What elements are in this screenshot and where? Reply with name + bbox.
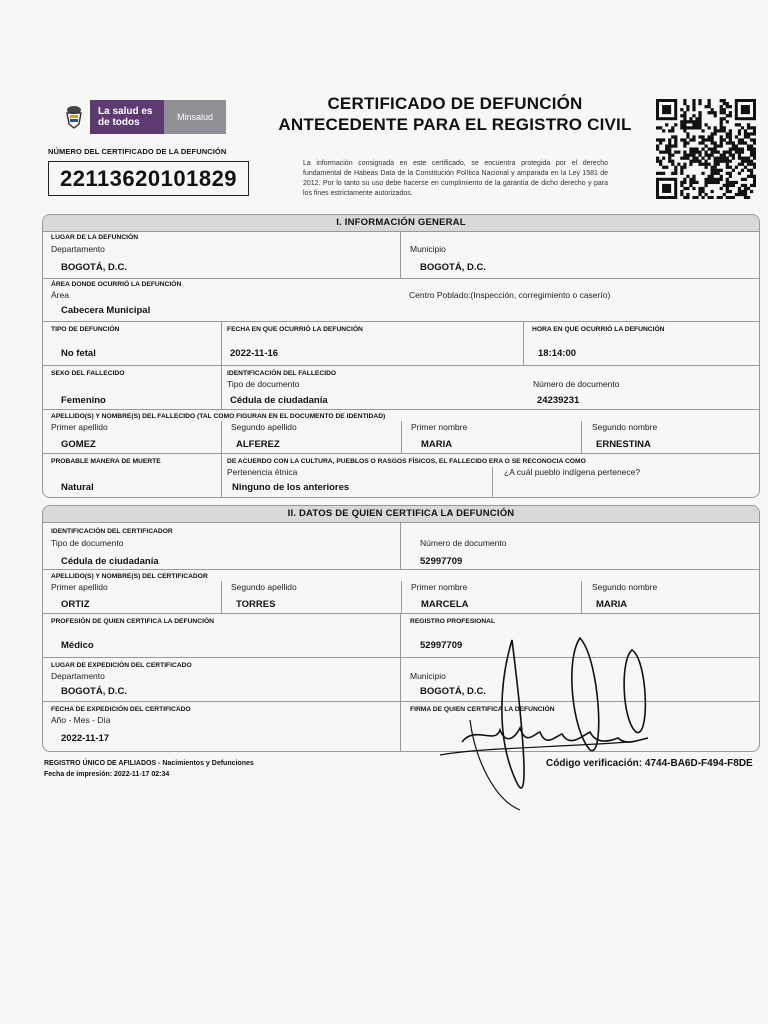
field-label: Primer nombre <box>411 422 468 432</box>
field-label: FECHA DE EXPEDICIÓN DEL CERTIFICADO <box>51 706 191 713</box>
logo-brand: Minsalud <box>164 100 226 134</box>
cert-primer-apellido-value: ORTIZ <box>61 599 90 610</box>
field-label: Primer nombre <box>411 582 468 592</box>
field-label: PROFESIÓN DE QUIEN CERTIFICA LA DEFUNCIÓN <box>51 618 214 625</box>
footer-print-date: Fecha de impresión: 2022-11-17 02:34 <box>44 771 170 778</box>
field-label: REGISTRO PROFESIONAL <box>410 618 496 625</box>
segundo-apellido-value: ALFEREZ <box>236 439 280 450</box>
field-label: Departamento <box>51 671 105 681</box>
field-label: DE ACUERDO CON LA CULTURA, PUEBLOS O RASGOS FÍSICOS, EL FALLECIDO ERA O SE RECONOCIA COMO <box>227 458 586 465</box>
fecha-value: 2022-11-16 <box>230 348 279 359</box>
privacy-notice: La información consignada en este certificado, se encuentra protegida por el derecho fundamental de Habeas Data de la Constitución Política Nacional y amparada en la Ley 1581 de 2012. Por lo tanto su uso debe hacerse en cumplimiento de la garantía de dicho derecho y para los fines estrictamente autorizados. <box>303 160 608 197</box>
municipio-value: BOGOTÁ, D.C. <box>420 262 486 273</box>
minsalud-logo <box>58 100 226 134</box>
cert-segundo-apellido-value: TORRES <box>236 599 276 610</box>
field-label: Primer apellido <box>51 582 108 592</box>
tipo-doc-value: Cédula de ciudadanía <box>230 395 328 406</box>
primer-nombre-value: MARIA <box>421 439 453 450</box>
field-label: Departamento <box>51 244 105 254</box>
field-label: Segundo nombre <box>592 422 658 432</box>
field-label: Pertenencia étnica <box>227 467 298 477</box>
field-label: LUGAR DE LA DEFUNCIÓN <box>51 234 139 241</box>
field-label: FIRMA DE QUIEN CERTIFICA LA DEFUNCIÓN <box>410 706 555 713</box>
row-nombres <box>43 409 759 453</box>
section-title: II. DATOS DE QUIEN CERTIFICA LA DEFUNCIÓN <box>43 506 759 523</box>
row-area <box>43 278 759 321</box>
cert-number: 22113620101829 <box>48 161 249 196</box>
field-label: Tipo de documento <box>227 379 300 389</box>
field-label: Área <box>51 290 69 300</box>
field-label: SEXO DEL FALLECIDO <box>51 370 125 377</box>
field-label: Número de documento <box>533 379 620 389</box>
divider <box>492 467 493 498</box>
row-tipo-fecha-hora <box>43 321 759 365</box>
field-label: Municipio <box>410 671 446 681</box>
fecha-exp-value: 2022-11-17 <box>61 733 110 744</box>
field-label: TIPO DE DEFUNCIÓN <box>51 326 120 333</box>
field-label: APELLIDO(S) Y NOMBRE(S) DEL FALLECIDO (TAL COMO FIGURAN EN EL DOCUMENTO DE IDENTIDAD) <box>51 413 386 420</box>
row-lugar <box>43 231 759 278</box>
row-lugar-exp <box>43 657 759 701</box>
verification-code: Código verificación: 4744-BA6D-F494-F8DE <box>546 758 753 769</box>
colombia-crest-icon <box>58 100 90 134</box>
field-label: APELLIDO(S) Y NOMBRE(S) DEL CERTIFICADOR <box>51 573 208 580</box>
field-label: Segundo nombre <box>592 582 658 592</box>
cert-segundo-nombre-value: MARIA <box>596 599 628 610</box>
hora-value: 18:14:00 <box>538 348 577 359</box>
pertenencia-value: Ninguno de los anteriores <box>232 482 350 493</box>
field-label: HORA EN QUE OCURRIÓ LA DEFUNCIÓN <box>532 326 665 333</box>
cert-tipo-doc-value: Cédula de ciudadanía <box>61 556 159 567</box>
cert-primer-nombre-value: MARCELA <box>421 599 469 610</box>
row-fecha-firma <box>43 701 759 752</box>
field-label: FECHA EN QUE OCURRIÓ LA DEFUNCIÓN <box>227 326 363 333</box>
field-label: Tipo de documento <box>51 538 124 548</box>
document-subtitle: ANTECEDENTE PARA EL REGISTRO CIVIL <box>278 115 632 134</box>
field-label: IDENTIFICACIÓN DEL CERTIFICADOR <box>51 528 173 535</box>
field-label: PROBABLE MANERA DE MUERTE <box>51 458 161 465</box>
registro-value: 52997709 <box>420 640 463 651</box>
cert-num-doc-value: 52997709 <box>420 556 463 567</box>
departamento-value: BOGOTÁ, D.C. <box>61 262 127 273</box>
field-label: Primer apellido <box>51 422 108 432</box>
manera-value: Natural <box>61 482 94 493</box>
num-doc-value: 24239231 <box>537 395 580 406</box>
exp-departamento-value: BOGOTÁ, D.C. <box>61 686 127 697</box>
field-label: LUGAR DE EXPEDICIÓN DEL CERTIFICADO <box>51 662 192 669</box>
section-general-info <box>42 214 760 498</box>
qr-code <box>656 99 756 199</box>
profesion-value: Médico <box>61 640 94 651</box>
tipo-defuncion-value: No fetal <box>61 348 96 359</box>
segundo-nombre-value: ERNESTINA <box>596 439 651 450</box>
row-sexo-ident <box>43 365 759 409</box>
field-label: Segundo apellido <box>231 422 297 432</box>
sexo-value: Femenino <box>61 395 106 406</box>
row-cert-nombres <box>43 569 759 613</box>
cert-number-label: NÚMERO DEL CERTIFICADO DE LA DEFUNCIÓN <box>48 147 227 156</box>
row-cert-ident <box>43 522 759 569</box>
section-title: I. INFORMACIÓN GENERAL <box>43 215 759 232</box>
primer-apellido-value: GOMEZ <box>61 439 96 450</box>
field-label: Año - Mes - Día <box>51 715 111 725</box>
area-value: Cabecera Municipal <box>61 305 151 316</box>
document-title: CERTIFICADO DE DEFUNCIÓN <box>327 94 583 113</box>
field-label: ¿A cuál pueblo indígena pertenece? <box>504 467 641 477</box>
section-certifier-info <box>42 505 760 752</box>
footer-registro: REGISTRO ÚNICO DE AFILIADOS - Nacimientos y Defunciones <box>44 760 254 767</box>
row-manera-cultura <box>43 453 759 498</box>
row-profesion <box>43 613 759 657</box>
field-label: ÁREA DONDE OCURRIÓ LA DEFUNCIÓN <box>51 281 182 288</box>
exp-municipio-value: BOGOTÁ, D.C. <box>420 686 486 697</box>
field-label: Centro Poblado:(Inspección, corregimiento o caserío) <box>409 290 611 300</box>
field-label: Municipio <box>410 244 446 254</box>
field-label: Segundo apellido <box>231 582 297 592</box>
logo-slogan: La salud es de todos <box>90 100 164 134</box>
field-label: IDENTIFICACIÓN DEL FALLECIDO <box>227 370 337 377</box>
field-label: Número de documento <box>420 538 507 548</box>
